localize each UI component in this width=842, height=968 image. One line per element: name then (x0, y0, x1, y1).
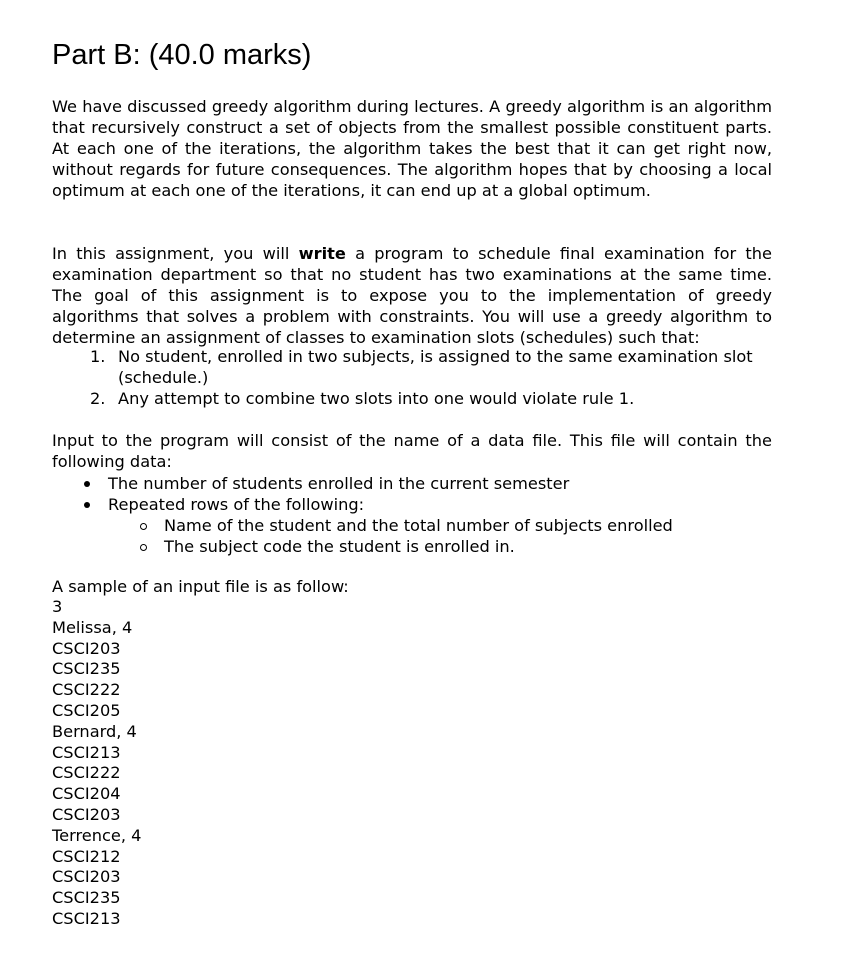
data-sub-item (138, 536, 772, 557)
sample-line: CSCI222 (52, 763, 121, 783)
sample-line: Melissa, 4 (52, 617, 133, 637)
sample-line: CSCI203 (52, 867, 121, 887)
data-item-text: The number of students enrolled in the current semester (108, 474, 570, 493)
data-sub-item-text: Name of the student and the total number of subjects enrolled (164, 516, 673, 535)
intro-paragraph: We have discussed greedy algorithm during lectures. A greedy algorithm is an algorithm that recursively construct a set of objects from the smallest possible constituent parts. At each one of the iterations, the algorithm takes the best that it can get right now, without regards for future consequences. The algorithm hopes that by choosing a local optimum at each one of the iterations, it can end up at a global optimum. (52, 97, 772, 200)
data-sub-item-text: The subject code the student is enrolled in. (164, 537, 515, 556)
sample-line: CSCI203 (52, 638, 121, 658)
bullet-icon (84, 502, 90, 508)
sample-line: CSCI212 (52, 846, 121, 866)
sample-line: 3 (52, 597, 63, 616)
assignment-bold-word: write (298, 244, 346, 263)
sample-line: CSCI205 (52, 700, 121, 720)
hollow-bullet-icon (140, 544, 147, 551)
data-item-text: Repeated rows of the following: (108, 495, 365, 514)
assignment-paragraph-start: In this assignment, you will (52, 244, 299, 263)
sample-intro-paragraph: A sample of an input file is as follow: (52, 577, 349, 596)
rule-number: 1. (90, 347, 106, 366)
sample-line: CSCI204 (52, 784, 121, 804)
sample-line: Terrence, 4 (52, 825, 142, 845)
sample-line: CSCI235 (52, 659, 121, 679)
sample-line: CSCI213 (52, 742, 121, 762)
bullet-icon (84, 481, 90, 487)
sample-line: CSCI235 (52, 888, 121, 908)
data-items-list (80, 473, 772, 557)
rules-list (90, 346, 772, 409)
rule-number: 2. (90, 389, 106, 408)
assignment-paragraph-end: a program to schedule final examination for the examination department so that no student has two examinations at the same time. The goal of this assignment is to expose you to the implementation of greedy algorithms that solves a problem with constraints. You will use a greedy algorithm to determine an assignment of classes to examination slots (schedules) such that: (52, 244, 772, 347)
sample-line: Bernard, 4 (52, 721, 137, 741)
sample-line: CSCI203 (52, 804, 121, 824)
rule-item (90, 346, 772, 388)
hollow-bullet-icon (140, 523, 147, 530)
assignment-paragraph (52, 243, 772, 348)
data-item (80, 494, 772, 557)
data-item (80, 473, 772, 494)
rule-text: Any attempt to combine two slots into one would violate rule 1. (118, 389, 635, 408)
data-sub-item (138, 515, 772, 536)
page-title: Part B: (40.0 marks) (52, 39, 312, 71)
rule-item (90, 388, 772, 409)
sample-line: CSCI213 (52, 908, 121, 928)
input-paragraph: Input to the program will consist of the name of a data file. This file will contain the following data: (52, 431, 772, 471)
sample-line: CSCI222 (52, 680, 121, 700)
sample-input-file (52, 597, 141, 930)
rule-text: No student, enrolled in two subjects, is assigned to the same examination slot (schedule.) (118, 347, 753, 387)
data-sub-list (108, 515, 772, 557)
